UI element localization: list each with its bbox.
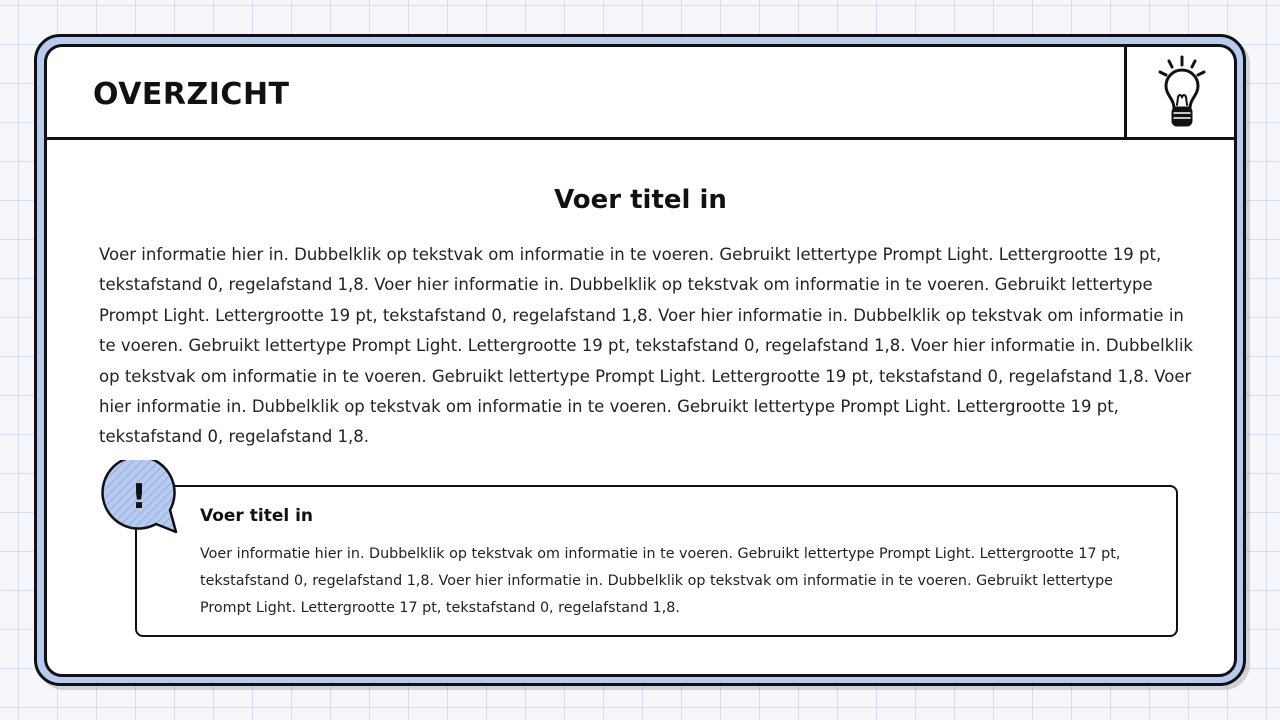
body-line: tekstafstand 0, regelafstand 1,8. Voer hier informatie in. Dubbelklik op tekstvak om informatie in te voeren. Gebruikt lettertype	[99, 275, 1153, 295]
content-title: Voer titel in	[554, 185, 727, 215]
header	[47, 47, 1234, 140]
body-line: op tekstvak om informatie in te voeren. Gebruikt lettertype Prompt Light. Lettergrootte 19 pt, tekstafstand 0, regelafstand 1,8. Voer	[99, 366, 1192, 386]
callout-line: tekstafstand 0, regelafstand 1,8. Voer hier informatie in. Dubbelklik op tekstvak om informatie in te voeren. Gebruikt lettertype	[200, 573, 1113, 589]
callout-line: Prompt Light. Lettergrootte 17 pt, tekstafstand 0, regelafstand 1,8.	[200, 600, 680, 616]
lightbulb-icon	[1152, 53, 1212, 133]
icon-cell	[1124, 47, 1234, 140]
exclamation-bubble-icon	[100, 460, 180, 540]
body-text	[99, 240, 1193, 453]
header-title: OVERZICHT	[93, 77, 290, 112]
body-line: hier informatie in. Dubbelklik op tekstvak om informatie in te voeren. Gebruikt lettertype Prompt Light. Lettergrootte 19 pt,	[99, 397, 1119, 417]
slide-card	[44, 44, 1237, 677]
callout-title: Voer titel in	[200, 506, 314, 526]
callout-line: Voer informatie hier in. Dubbelklik op tekstvak om informatie in te voeren. Gebruikt lettertype Prompt Light. Lettergrootte 17 pt,	[200, 546, 1121, 562]
exclamation-mark: !	[131, 477, 147, 517]
body-line: te voeren. Gebruikt lettertype Prompt Light. Lettergrootte 19 pt, tekstafstand 0, regelafstand 1,8. Voer hier informatie in. Dubbelklik	[99, 336, 1193, 356]
body-line: Prompt Light. Lettergrootte 19 pt, tekstafstand 0, regelafstand 1,8. Voer hier informatie in. Dubbelklik op tekstvak om informatie in	[99, 305, 1184, 325]
callout-text	[200, 541, 1120, 622]
callout-box	[135, 485, 1178, 637]
body-line: Voer informatie hier in. Dubbelklik op tekstvak om informatie in te voeren. Gebruikt lettertype Prompt Light. Lettergrootte 19 pt,	[99, 245, 1162, 264]
body-line: tekstafstand 0, regelafstand 1,8.	[99, 427, 370, 447]
